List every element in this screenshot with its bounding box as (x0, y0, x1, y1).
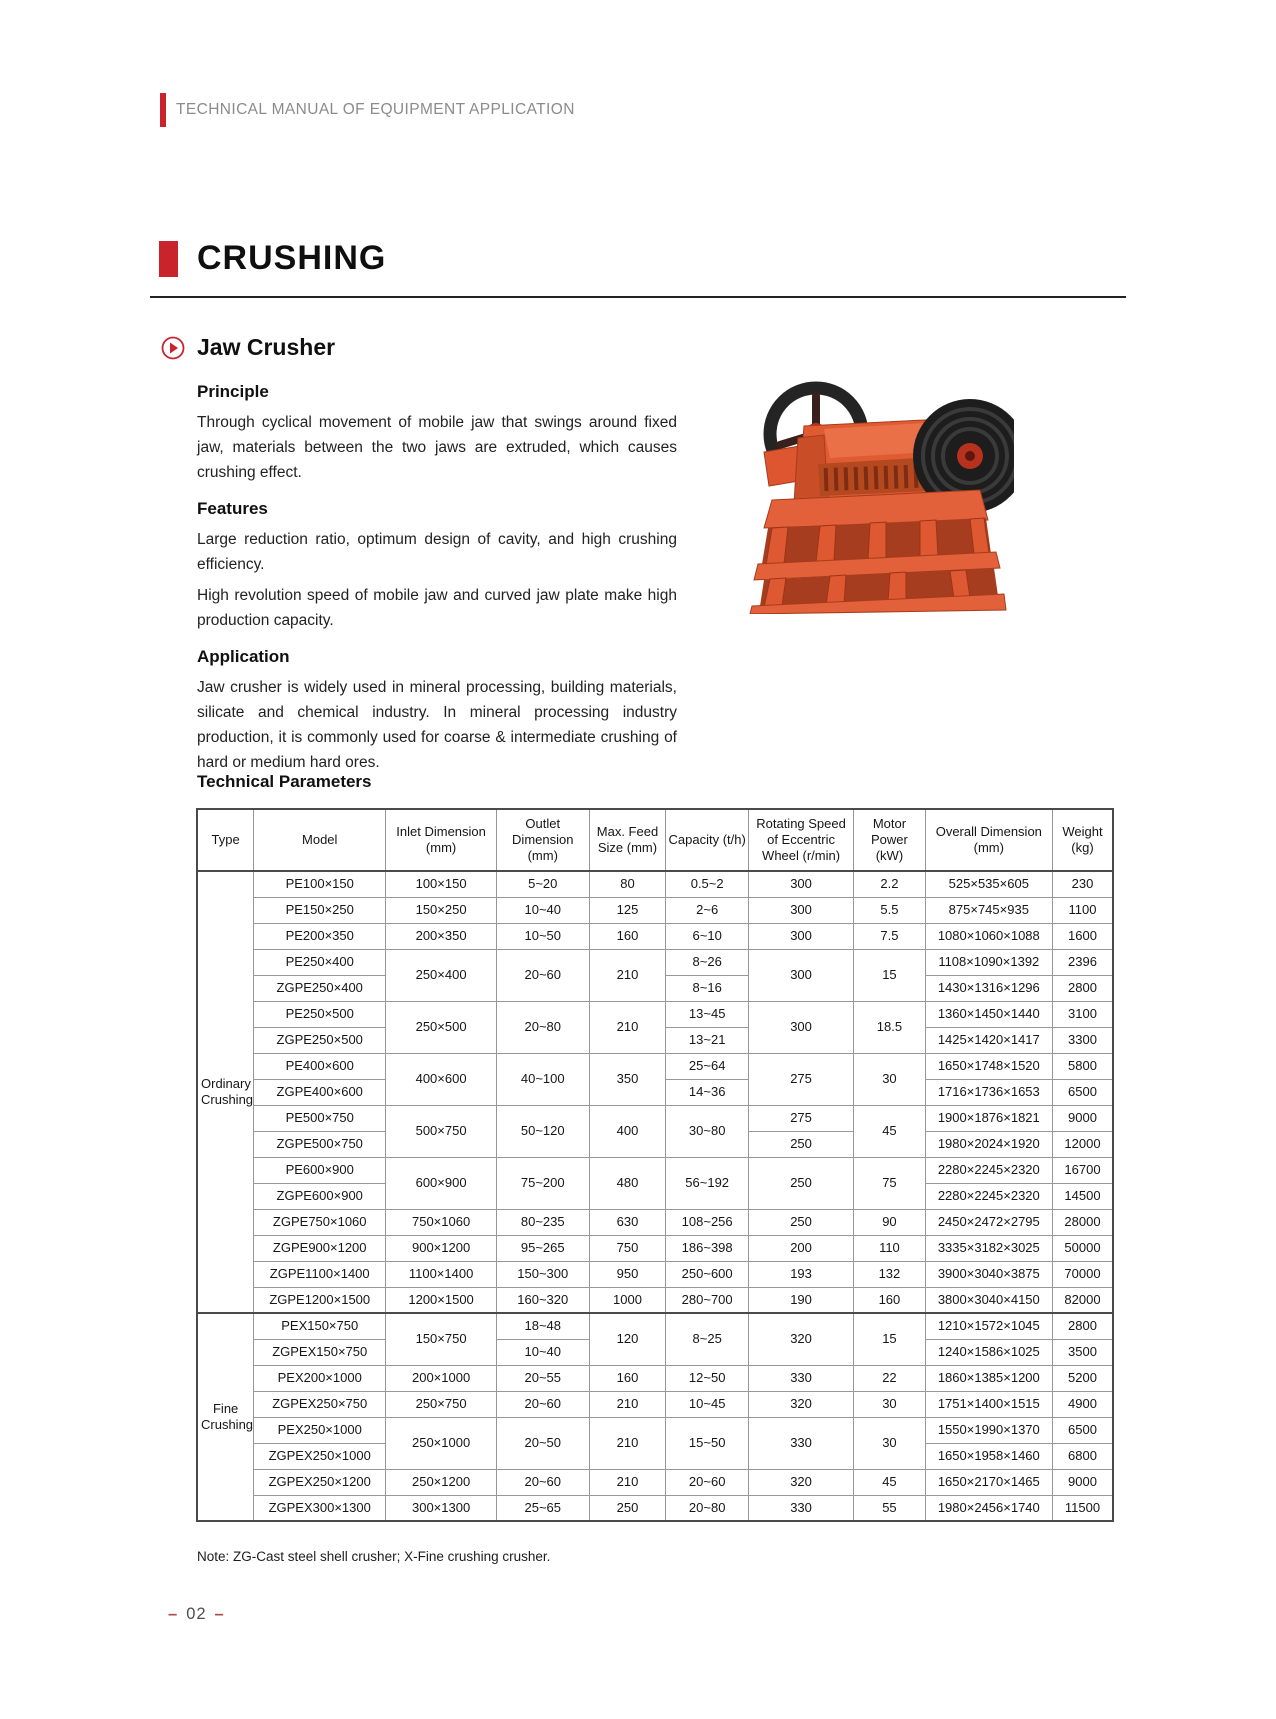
table-cell: 1000 (589, 1287, 666, 1313)
table-cell: 1860×1385×1200 (925, 1365, 1052, 1391)
table-cell: ZGPE400×600 (254, 1079, 386, 1105)
table-cell: 30 (854, 1391, 925, 1417)
running-header (160, 93, 575, 127)
table-cell: ZGPE250×400 (254, 975, 386, 1001)
title-divider (150, 296, 1126, 298)
table-row (197, 1157, 1113, 1183)
table-cell: 70000 (1052, 1261, 1113, 1287)
features-paragraph-2: High revolution speed of mobile jaw and curved jaw plate make high production capacity. (197, 587, 677, 629)
table-cell: 20~60 (666, 1469, 748, 1495)
application-heading: Application (197, 647, 290, 666)
table-cell: 350 (589, 1053, 666, 1105)
table-cell: 11500 (1052, 1495, 1113, 1521)
table-cell: 190 (748, 1287, 853, 1313)
table-cell: ZGPE750×1060 (254, 1209, 386, 1235)
circle-arrow-icon (161, 336, 185, 360)
table-cell: 1080×1060×1088 (925, 923, 1052, 949)
table-cell: 250×1200 (386, 1469, 497, 1495)
table-cell: 1980×2456×1740 (925, 1495, 1052, 1521)
page-number-value: 02 (186, 1605, 207, 1623)
table-cell: 20~80 (497, 1001, 590, 1053)
table-cell: 1240×1586×1025 (925, 1339, 1052, 1365)
table-cell: 1360×1450×1440 (925, 1001, 1052, 1027)
table-cell: 1716×1736×1653 (925, 1079, 1052, 1105)
table-cell: 18~48 (497, 1313, 590, 1339)
table-cell: 82000 (1052, 1287, 1113, 1313)
table-cell: 30 (854, 1417, 925, 1469)
table-cell: 330 (748, 1365, 853, 1391)
table-cell: 400 (589, 1105, 666, 1157)
table-cell: 9000 (1052, 1105, 1113, 1131)
table-row (197, 1053, 1113, 1079)
table-cell: 250 (589, 1495, 666, 1521)
table-cell: 300×1300 (386, 1495, 497, 1521)
table-cell: 210 (589, 1001, 666, 1053)
table-cell: 525×535×605 (925, 871, 1052, 897)
table-row (197, 871, 1113, 897)
table-cell: 2450×2472×2795 (925, 1209, 1052, 1235)
table-cell: 25~64 (666, 1053, 748, 1079)
table-cell: 950 (589, 1261, 666, 1287)
table-cell: 50~120 (497, 1105, 590, 1157)
table-cell: 90 (854, 1209, 925, 1235)
table-cell: 250×500 (386, 1001, 497, 1053)
table-cell: 30~80 (666, 1105, 748, 1157)
table-cell: ZGPEX250×1000 (254, 1443, 386, 1469)
table-cell: 1100 (1052, 897, 1113, 923)
column-header: Rotating Speed of Eccentric Wheel (r/min) (748, 809, 853, 871)
table-cell: ZGPE600×900 (254, 1183, 386, 1209)
table-row (197, 1001, 1113, 1027)
table-cell: ZGPEX300×1300 (254, 1495, 386, 1521)
table-cell: 210 (589, 1417, 666, 1469)
table-cell: 250 (748, 1157, 853, 1209)
table-cell: 10~45 (666, 1391, 748, 1417)
table-cell: 6500 (1052, 1079, 1113, 1105)
table-cell: PE400×600 (254, 1053, 386, 1079)
table-cell: 3500 (1052, 1339, 1113, 1365)
table-cell: 2800 (1052, 1313, 1113, 1339)
table-cell: 250×750 (386, 1391, 497, 1417)
table-row (197, 1209, 1113, 1235)
table-cell: 75 (854, 1157, 925, 1209)
table-cell: 20~60 (497, 1391, 590, 1417)
table-row (197, 923, 1113, 949)
table-cell: 40~100 (497, 1053, 590, 1105)
table-cell: 80 (589, 871, 666, 897)
table-cell: 6500 (1052, 1417, 1113, 1443)
table-cell: 7.5 (854, 923, 925, 949)
chapter-title-block (159, 239, 386, 278)
table-cell: 1108×1090×1392 (925, 949, 1052, 975)
table-cell: 5200 (1052, 1365, 1113, 1391)
table-row (197, 897, 1113, 923)
table-cell: 300 (748, 1001, 853, 1053)
table-cell: 250~600 (666, 1261, 748, 1287)
table-cell: 160 (589, 923, 666, 949)
table-cell: 3300 (1052, 1027, 1113, 1053)
table-cell: PE250×500 (254, 1001, 386, 1027)
table-cell: 250 (748, 1209, 853, 1235)
page-number (160, 1605, 233, 1624)
table-cell: 1430×1316×1296 (925, 975, 1052, 1001)
page-number-dash-right: – (214, 1605, 225, 1623)
column-header: Type (197, 809, 254, 871)
table-cell: 108~256 (666, 1209, 748, 1235)
table-cell: 200×350 (386, 923, 497, 949)
table-cell: 320 (748, 1469, 853, 1495)
table-note: Note: ZG-Cast steel shell crusher; X-Fine crushing crusher. (197, 1549, 551, 1564)
table-cell: ZGPEX150×750 (254, 1339, 386, 1365)
table-cell: 1210×1572×1045 (925, 1313, 1052, 1339)
table-cell: 20~55 (497, 1365, 590, 1391)
parameters-table-wrap (196, 808, 1114, 1522)
table-cell: 875×745×935 (925, 897, 1052, 923)
table-cell: 2280×2245×2320 (925, 1157, 1052, 1183)
table-row (197, 1365, 1113, 1391)
table-cell: 14~36 (666, 1079, 748, 1105)
table-cell: 5800 (1052, 1053, 1113, 1079)
table-cell: ZGPEX250×750 (254, 1391, 386, 1417)
table-cell: 22 (854, 1365, 925, 1391)
table-cell: PE100×150 (254, 871, 386, 897)
table-cell: 1900×1876×1821 (925, 1105, 1052, 1131)
table-cell: PE250×400 (254, 949, 386, 975)
table-cell: PEX150×750 (254, 1313, 386, 1339)
chapter-title: CRUSHING (197, 239, 387, 277)
technical-parameters-heading: Technical Parameters (197, 772, 372, 791)
table-cell: 8~26 (666, 949, 748, 975)
table-cell: 110 (854, 1235, 925, 1261)
column-header: Motor Power (kW) (854, 809, 925, 871)
table-cell: 25~65 (497, 1495, 590, 1521)
principle-text: Through cyclical movement of mobile jaw that swings around fixed jaw, materials between the two jaws are extruded, which causes crushing effect. (197, 414, 677, 481)
table-row (197, 1313, 1113, 1339)
table-cell: 1650×1958×1460 (925, 1443, 1052, 1469)
principle-heading: Principle (197, 382, 269, 401)
table-cell: 160~320 (497, 1287, 590, 1313)
table-cell: 56~192 (666, 1157, 748, 1209)
table-cell: 95~265 (497, 1235, 590, 1261)
table-cell: 50000 (1052, 1235, 1113, 1261)
table-cell: 600×900 (386, 1157, 497, 1209)
table-cell: 6~10 (666, 923, 748, 949)
table-cell: 45 (854, 1469, 925, 1495)
table-cell: PEX200×1000 (254, 1365, 386, 1391)
table-cell: 2~6 (666, 897, 748, 923)
red-square-icon (159, 241, 178, 277)
subsection-title: Jaw Crusher (197, 334, 336, 360)
table-cell: 1600 (1052, 923, 1113, 949)
features-paragraph-1: Large reduction ratio, optimum design of cavity, and high crushing efficiency. (197, 531, 677, 573)
column-header: Max. Feed Size (mm) (589, 809, 666, 871)
features-heading: Features (197, 499, 268, 518)
table-cell: 12~50 (666, 1365, 748, 1391)
table-cell: 3900×3040×3875 (925, 1261, 1052, 1287)
table-cell: 330 (748, 1417, 853, 1469)
table-cell: 0.5~2 (666, 871, 748, 897)
table-cell: 300 (748, 871, 853, 897)
table-cell: 210 (589, 1391, 666, 1417)
table-cell: 330 (748, 1495, 853, 1521)
table-cell: 1751×1400×1515 (925, 1391, 1052, 1417)
column-header: Outlet Dimension (mm) (497, 809, 590, 871)
table-cell: 160 (854, 1287, 925, 1313)
table-cell: 15~50 (666, 1417, 748, 1469)
table-cell: 3335×3182×3025 (925, 1235, 1052, 1261)
table-cell: 186~398 (666, 1235, 748, 1261)
table-cell: 900×1200 (386, 1235, 497, 1261)
table-cell: 5.5 (854, 897, 925, 923)
parameters-table (196, 808, 1114, 1522)
table-cell: ZGPE900×1200 (254, 1235, 386, 1261)
table-cell: 1980×2024×1920 (925, 1131, 1052, 1157)
table-cell: 6800 (1052, 1443, 1113, 1469)
table-cell: 250×1000 (386, 1417, 497, 1469)
parameters-table-head-row (197, 809, 1113, 871)
table-cell: 132 (854, 1261, 925, 1287)
table-cell: 55 (854, 1495, 925, 1521)
table-row (197, 1105, 1113, 1131)
table-cell: 14500 (1052, 1183, 1113, 1209)
table-cell: 8~25 (666, 1313, 748, 1365)
machine-base (750, 490, 1006, 614)
table-cell: 1550×1990×1370 (925, 1417, 1052, 1443)
page-number-dash-left: – (168, 1605, 179, 1623)
table-cell: 400×600 (386, 1053, 497, 1105)
table-cell: 12000 (1052, 1131, 1113, 1157)
table-cell: 1650×1748×1520 (925, 1053, 1052, 1079)
table-row (197, 1417, 1113, 1443)
table-cell: 500×750 (386, 1105, 497, 1157)
table-cell: PE200×350 (254, 923, 386, 949)
table-cell: 20~80 (666, 1495, 748, 1521)
table-cell: 13~21 (666, 1027, 748, 1053)
table-cell: PE500×750 (254, 1105, 386, 1131)
table-cell: 160 (589, 1365, 666, 1391)
table-cell: 10~40 (497, 1339, 590, 1365)
table-row (197, 1235, 1113, 1261)
table-cell: 300 (748, 949, 853, 1001)
table-cell: 100×150 (386, 871, 497, 897)
table-cell: 2800 (1052, 975, 1113, 1001)
table-cell: 1425×1420×1417 (925, 1027, 1052, 1053)
table-row (197, 1469, 1113, 1495)
running-header-text: TECHNICAL MANUAL OF EQUIPMENT APPLICATION (176, 101, 575, 118)
table-cell: 2.2 (854, 871, 925, 897)
table-cell: 18.5 (854, 1001, 925, 1053)
table-cell: 20~50 (497, 1417, 590, 1469)
table-cell: 230 (1052, 871, 1113, 897)
table-cell: ZGPE250×500 (254, 1027, 386, 1053)
table-cell: 15 (854, 1313, 925, 1365)
table-cell: 20~60 (497, 949, 590, 1001)
table-cell: 45 (854, 1105, 925, 1157)
table-cell: 3800×3040×4150 (925, 1287, 1052, 1313)
table-cell: 750 (589, 1235, 666, 1261)
table-cell: ZGPE1100×1400 (254, 1261, 386, 1287)
table-cell: 210 (589, 1469, 666, 1495)
red-bar-icon (160, 93, 166, 127)
table-cell: 10~40 (497, 897, 590, 923)
table-cell: PEX250×1000 (254, 1417, 386, 1443)
table-cell: 280~700 (666, 1287, 748, 1313)
table-cell: 630 (589, 1209, 666, 1235)
table-row (197, 1287, 1113, 1313)
table-cell: 200×1000 (386, 1365, 497, 1391)
table-cell: 1100×1400 (386, 1261, 497, 1287)
type-group-cell: Fine Crushing (197, 1313, 254, 1521)
table-cell: 20~60 (497, 1469, 590, 1495)
table-cell: ZGPEX250×1200 (254, 1469, 386, 1495)
table-cell: 125 (589, 897, 666, 923)
column-header: Model (254, 809, 386, 871)
table-cell: 2396 (1052, 949, 1113, 975)
jaw-crusher-photo (712, 368, 1014, 614)
table-cell: 275 (748, 1053, 853, 1105)
table-cell: 16700 (1052, 1157, 1113, 1183)
table-cell: 750×1060 (386, 1209, 497, 1235)
table-cell: 480 (589, 1157, 666, 1209)
table-cell: ZGPE500×750 (254, 1131, 386, 1157)
table-cell: 1200×1500 (386, 1287, 497, 1313)
subsection-heading (161, 334, 335, 361)
table-cell: 250 (748, 1131, 853, 1157)
table-row (197, 949, 1113, 975)
table-cell: PE600×900 (254, 1157, 386, 1183)
table-cell: 320 (748, 1391, 853, 1417)
table-cell: 80~235 (497, 1209, 590, 1235)
table-cell: 15 (854, 949, 925, 1001)
table-cell: PE150×250 (254, 897, 386, 923)
table-cell: 13~45 (666, 1001, 748, 1027)
table-cell: 8~16 (666, 975, 748, 1001)
table-cell: 300 (748, 897, 853, 923)
table-cell: 30 (854, 1053, 925, 1105)
table-cell: 250×400 (386, 949, 497, 1001)
table-cell: 120 (589, 1313, 666, 1365)
table-cell: 9000 (1052, 1469, 1113, 1495)
parameters-table-body (197, 871, 1113, 1521)
table-cell: 4900 (1052, 1391, 1113, 1417)
table-cell: 3100 (1052, 1001, 1113, 1027)
table-cell: 5~20 (497, 871, 590, 897)
table-cell: 1650×2170×1465 (925, 1469, 1052, 1495)
column-header: Overall Dimension (mm) (925, 809, 1052, 871)
table-cell: 150~300 (497, 1261, 590, 1287)
table-cell: 2280×2245×2320 (925, 1183, 1052, 1209)
application-text: Jaw crusher is widely used in mineral processing, building materials, silicate and chemical industry. In mineral processing industry production, it is commonly used for coarse & intermediate crushing of hard or medium hard ores. (197, 679, 677, 771)
table-cell: 10~50 (497, 923, 590, 949)
table-row (197, 1495, 1113, 1521)
column-header: Inlet Dimension (mm) (386, 809, 497, 871)
table-cell: ZGPE1200×1500 (254, 1287, 386, 1313)
table-row (197, 1261, 1113, 1287)
table-cell: 210 (589, 949, 666, 1001)
table-cell: 75~200 (497, 1157, 590, 1209)
table-cell: 320 (748, 1313, 853, 1365)
table-cell: 275 (748, 1105, 853, 1131)
type-group-cell: Ordinary Crushing (197, 871, 254, 1313)
table-cell: 150×250 (386, 897, 497, 923)
column-header: Capacity (t/h) (666, 809, 748, 871)
table-cell: 28000 (1052, 1209, 1113, 1235)
table-cell: 193 (748, 1261, 853, 1287)
table-row (197, 1391, 1113, 1417)
column-header: Weight (kg) (1052, 809, 1113, 871)
body-text-column (197, 382, 677, 781)
table-cell: 150×750 (386, 1313, 497, 1365)
table-cell: 300 (748, 923, 853, 949)
table-cell: 200 (748, 1235, 853, 1261)
